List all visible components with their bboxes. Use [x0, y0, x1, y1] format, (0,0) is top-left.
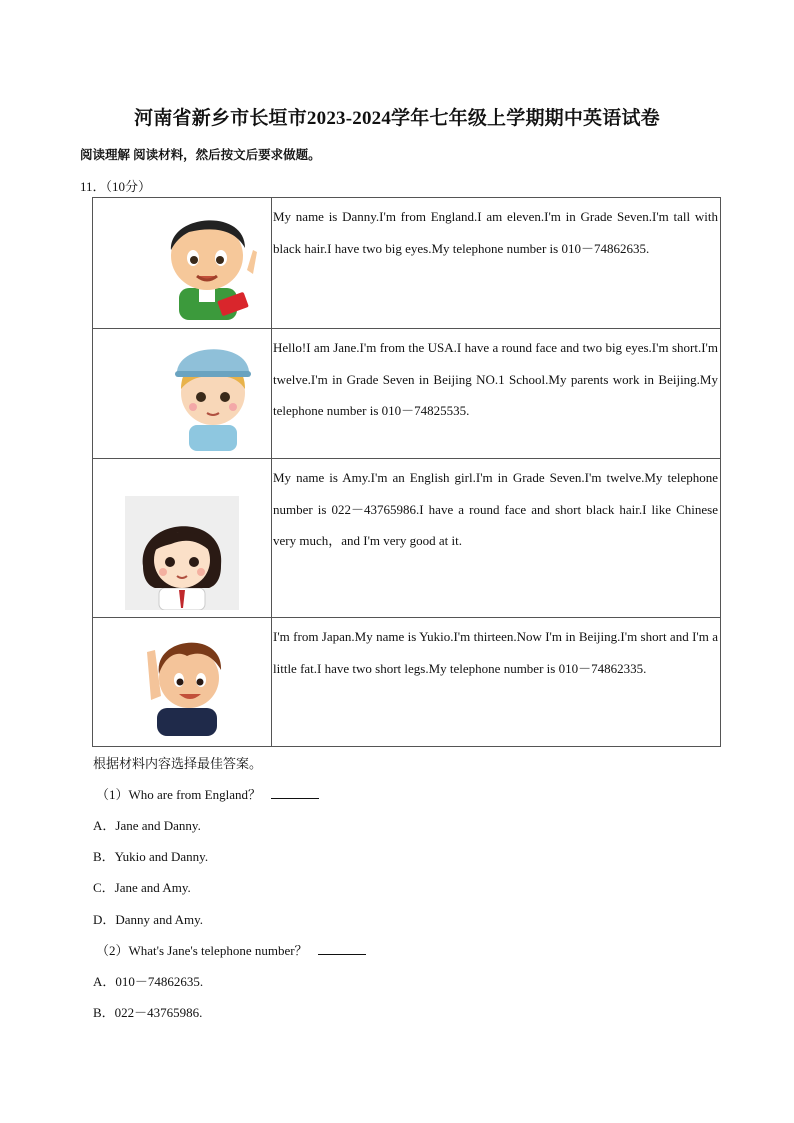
girl-short-hair-icon [125, 496, 239, 610]
table-row [93, 198, 721, 329]
question-stem: （1）Who are from England？ [96, 784, 319, 803]
passage-text: I'm from Japan.My name is Yukio.I'm thirteen.Now I'm in Beijing.I'm short and I'm a little fat.I have two short legs.My telephone number is 010－74862335. [272, 618, 721, 747]
table-row [93, 329, 721, 459]
table-row [93, 618, 721, 747]
question-stem: （2）What's Jane's telephone number？ [96, 940, 366, 959]
answer-option[interactable]: C．Jane and Amy. [93, 880, 191, 895]
passage-text: Hello!I am Jane.I'm from the USA.I have a round face and two big eyes.I'm short.I'm twelve.I'm in Grade Seven in Beijing NO.1 School.My parents work in Beijing.My telephone number is 010－74825535. [272, 329, 721, 459]
table-row [93, 459, 721, 618]
answer-option[interactable]: B．022－43765986. [93, 1005, 203, 1020]
page-title: 河南省新乡市长垣市2023-2024学年七年级上学期期中英语试卷 [134, 108, 660, 129]
answer-option[interactable]: A．Jane and Danny. [93, 818, 201, 833]
answer-option[interactable]: B．Yukio and Danny. [93, 849, 209, 864]
reading-table [92, 197, 721, 747]
section-heading: 阅读理解 阅读材料，然后按文后要求做题。 [80, 148, 321, 162]
passage-text: My name is Danny.I'm from England.I am eleven.I'm in Grade Seven.I'm tall with black hair.I have two big eyes.My telephone number is 010－74862635. [272, 198, 721, 329]
passage-text: My name is Amy.I'm an English girl.I'm in Grade Seven.I'm twelve.My telephone number is 022－43765986.I have a round face and short black hair.I like Chinese very much，and I'm very good at it. [272, 459, 721, 618]
answer-option[interactable]: D．Danny and Amy. [93, 912, 204, 927]
boy-with-book-icon [159, 204, 263, 320]
avatar-cell [93, 329, 272, 459]
question-number: 11．（10分） [80, 179, 152, 194]
avatar-cell [93, 459, 272, 618]
answer-blank[interactable] [318, 942, 366, 955]
girl-with-cap-icon [167, 337, 259, 451]
instruction-text: 根据材料内容选择最佳答案。 [93, 756, 263, 771]
answer-option[interactable]: A．010－74862635. [93, 974, 204, 989]
answer-blank[interactable] [271, 786, 319, 799]
avatar-cell [93, 198, 272, 329]
boy-pointing-icon [143, 630, 229, 736]
avatar-cell [93, 618, 272, 747]
